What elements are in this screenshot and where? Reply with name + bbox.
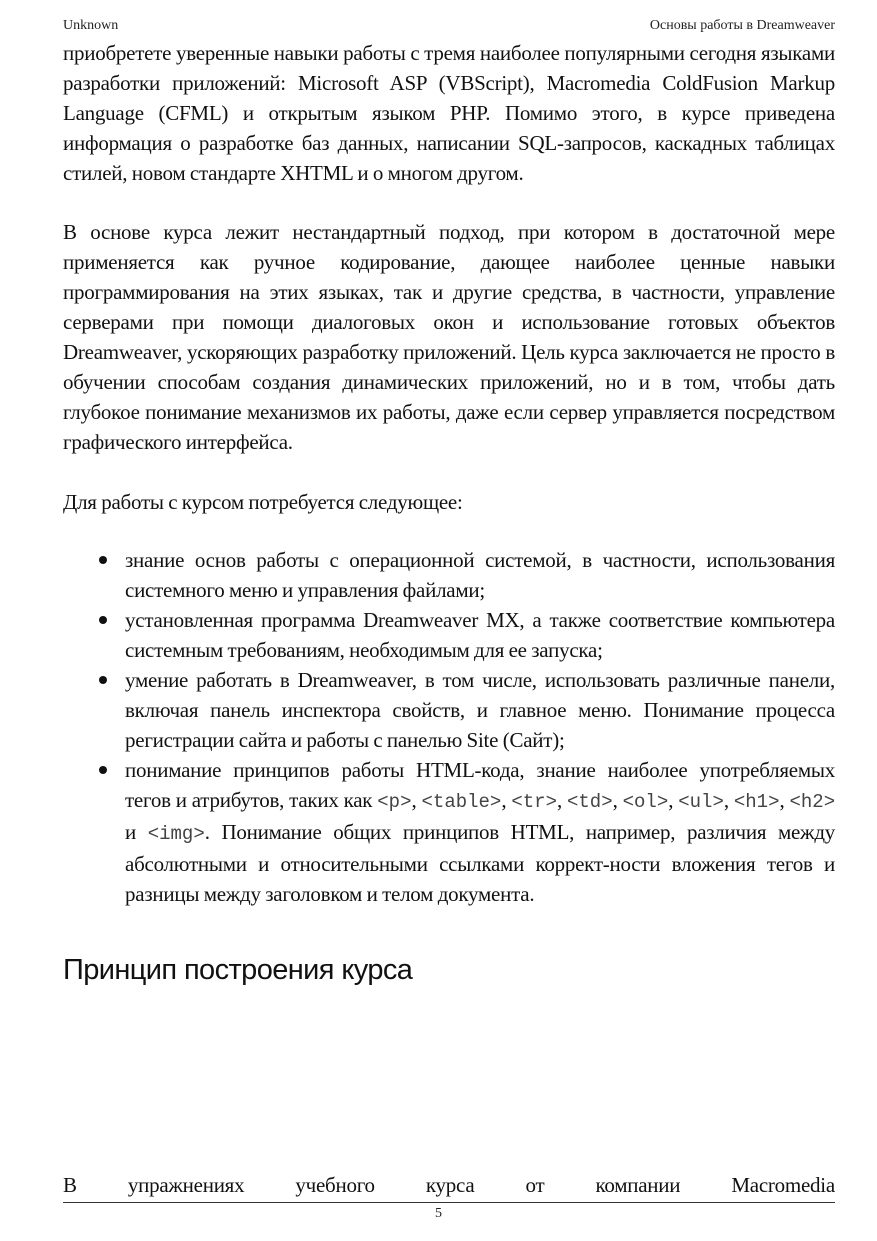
bullet-icon xyxy=(99,676,107,684)
paragraph-continued xyxy=(63,1170,835,1200)
separator: , xyxy=(411,788,417,812)
paragraph: приобретете уверенные навыки работы с тремя наиболее популярными сегодня языками разработки приложений: Microsoft ASP (VBScript), Macromedia ColdFusion Markup Language (CFML) и открытым языком PHP. Помимо этого, в курсе приведена информация о разработке баз данных, написании SQL-запросов, каскадных таблицах стилей, новом стандарте XHTML и о многом другом. xyxy=(63,41,835,185)
word: упражнениях xyxy=(127,1173,245,1197)
html-tag: <h2> xyxy=(789,791,836,813)
html-tag: <tr> xyxy=(511,791,557,813)
section-heading: Принцип построения курса xyxy=(63,954,413,986)
page-body xyxy=(63,38,835,988)
list-item-text: умение работать в Dreamweaver, в том числе, использовать различные панели, включая панель инспектора свойств, и главное меню. Понимание процесса регистрации сайта и работы с панелью Site (Сайт); xyxy=(125,668,835,752)
separator: , xyxy=(556,788,562,812)
html-tag: <ol> xyxy=(622,791,669,813)
paragraph: В основе курса лежит нестандартный подход, при котором в достаточной мере применяется как ручное кодирование, дающее наиболее ценные навыки программирования на этих языках, так и другие средства, в частности, управление серверами при помощи диалоговых окон и использование готовых объектов Dreamweaver, ускоряющих разработку приложений. Цель курса заключается не просто в обучении способам создания динамических приложений, но и в том, чтобы дать глубокое понимание механизмов их работы, даже если сервер управляется посредством графического интерфейса. xyxy=(63,220,835,454)
conjunction: и xyxy=(125,820,136,844)
separator: , xyxy=(779,788,785,812)
list-item-text: знание основ работы с операционной системой, в частности, использования системного меню и управления файлами; xyxy=(125,548,835,602)
html-tag: <table> xyxy=(421,791,502,813)
list-item xyxy=(63,755,835,909)
word: учебного xyxy=(295,1173,375,1197)
list-item-text: . Понимание общих принципов HTML, например, различия между абсолютными и относительными ссылками коррект-ности вложения тегов и разницы между заголовком и телом документа. xyxy=(125,820,835,906)
word: Macromedia xyxy=(731,1173,835,1197)
requirements-list xyxy=(63,545,835,909)
separator: , xyxy=(723,788,729,812)
list-item xyxy=(63,545,835,605)
html-tag: <ul> xyxy=(678,791,724,813)
list-item-text: установленная программа Dreamweaver MX, а также соответствие компьютера системным требованиям, необходимым для ее запуска; xyxy=(125,608,835,662)
bullet-icon xyxy=(99,556,107,564)
separator: , xyxy=(668,788,674,812)
bullet-icon xyxy=(99,616,107,624)
separator: , xyxy=(501,788,507,812)
bullet-icon xyxy=(99,766,107,774)
list-item-text: понимание принципов работы HTML-кода, знание наиболее употребляемых тегов и атрибутов, таких как xyxy=(125,758,835,812)
paragraph-list-intro: Для работы с курсом потребуется следующее: xyxy=(63,490,463,514)
running-header-left: Unknown xyxy=(63,18,119,33)
running-header-title: Основы работы в Dreamweaver xyxy=(649,18,835,33)
footer-divider xyxy=(63,1202,835,1203)
separator: , xyxy=(612,788,618,812)
page-number: 5 xyxy=(435,1206,442,1221)
list-item xyxy=(63,665,835,755)
word: В xyxy=(63,1173,77,1197)
word: компании xyxy=(595,1173,681,1197)
list-item xyxy=(63,605,835,665)
html-tag: <p> xyxy=(377,791,412,813)
html-tag: <img> xyxy=(147,823,205,845)
word: курса xyxy=(425,1173,475,1197)
html-tag: <h1> xyxy=(733,791,780,813)
html-tag: <td> xyxy=(566,791,613,813)
word: от xyxy=(525,1173,545,1197)
